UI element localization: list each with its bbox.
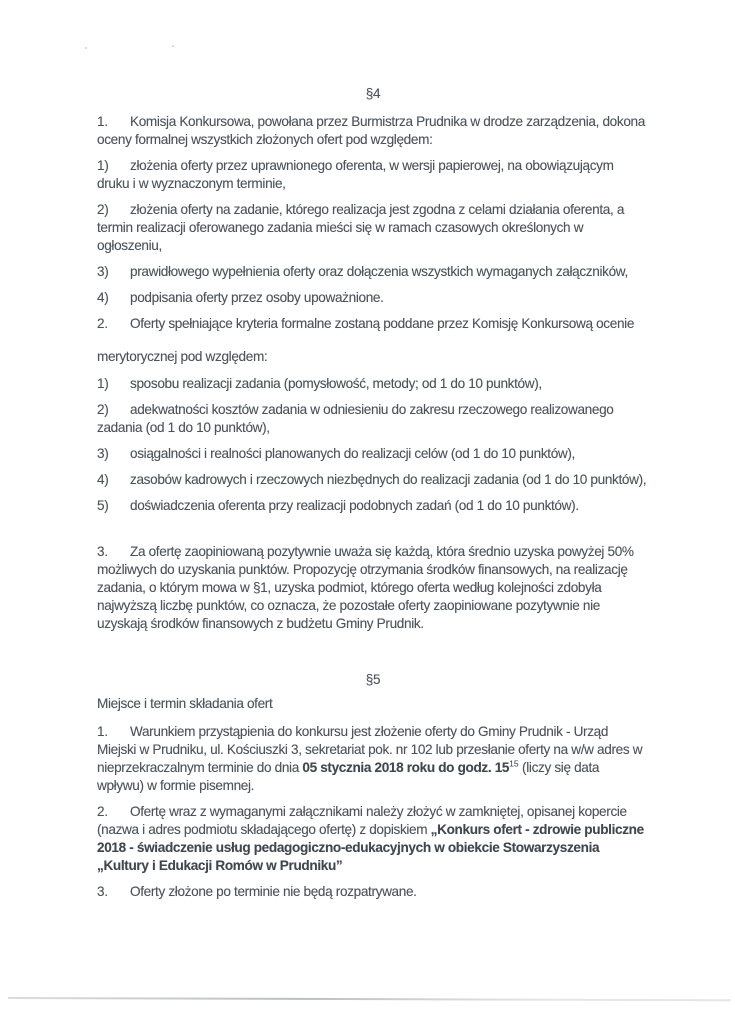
paragraph-number: 3.	[97, 884, 108, 899]
list-item-number: 5)	[97, 498, 109, 513]
paragraph-number: 1.	[97, 724, 108, 739]
list-item-number: 4)	[97, 290, 109, 305]
paragraph-number: 2.	[97, 804, 108, 819]
section-5-heading: §5	[365, 672, 381, 687]
list-item-text: złożenia oferty na zadanie, którego realizacja jest zgodna z celami działania oferenta, a termin realizacji oferowanego zadania mieści się w ramach czasowych określonych w ogłoszeniu,	[97, 202, 625, 253]
list-item-number: 2)	[97, 402, 109, 417]
list-item-s4-criteria-formal-2	[97, 201, 649, 255]
paragraph-s5-2	[97, 803, 649, 875]
document-content	[97, 85, 649, 909]
paragraph-text: Za ofertę zaopiniowaną pozytywnie uważa się każdą, która średnio uzyska powyżej 50% możliwych do uzyskania punktów. Propozycję otrzymania środków finansowych, na realizację zadania, o którym mowa w §1, uzyska podmiot, którego oferta według kolejności zdobyła najwyższą liczbę punktów, co oznacza, że pozostałe oferty zaopiniowane pozytywnie nie uzyskają środków finansowych z budżetu Gminy Prudnik.	[97, 544, 634, 631]
paragraph-text: (liczy się data wpływu) w formie pisemnej.	[97, 760, 600, 793]
paragraph-text-line1: Oferty spełniające kryteria formalne zostaną poddane przez Komisję Konkursową ocenie	[130, 316, 635, 331]
list-item-number: 1)	[97, 158, 109, 173]
list-item-number: 4)	[97, 472, 109, 487]
list-item-number: 3)	[97, 264, 109, 279]
scan-artifact-line	[8, 997, 731, 1001]
paragraph-s4-1	[97, 113, 649, 149]
list-item-text: adekwatności kosztów zadania w odniesieniu do zakresu rzeczowego realizowanego zadania (od 1 do 10 punktów),	[97, 402, 614, 435]
list-item-text: doświadczenia oferenta przy realizacji podobnych zadań (od 1 do 10 punktów).	[130, 498, 579, 513]
paragraph-text: Oferty złożone po terminie nie będą rozpatrywane.	[130, 884, 417, 899]
list-item-s4-criteria-formal-4	[97, 289, 649, 307]
list-item-s4-criteria-merit-1	[97, 375, 649, 393]
list-item-text: prawidłowego wypełnienia oferty oraz dołączenia wszystkich wymaganych załączników,	[130, 264, 628, 279]
list-item-text: złożenia oferty przez uprawnionego oferenta, w wersji papierowej, na obowiązującym druku i w wyznaczonym terminie,	[97, 158, 614, 191]
paragraph-s5-3	[97, 883, 649, 901]
list-item-s4-criteria-formal-3	[97, 263, 649, 281]
list-item-number: 2)	[97, 202, 109, 217]
paragraph-text: Ofertę wraz z wymaganymi załącznikami należy złożyć w zamkniętej, opisanej kopercie (nazwa i adres podmiotu składającego ofertę) z dopiskiem	[97, 804, 627, 837]
paragraph-text: Komisja Konkursowa, powołana przez Burmistrza Prudnika w drodze zarządzenia, dokona oceny formalnej wszystkich złożonych ofert pod względem:	[97, 114, 645, 147]
paragraph-number: 2.	[97, 316, 108, 331]
scan-speck	[85, 47, 87, 49]
list-item-text: podpisania oferty przez osoby upoważnione.	[130, 290, 384, 305]
deadline-bold-text: 05 stycznia 2018 roku do godz. 15	[302, 760, 510, 775]
list-item-s4-criteria-merit-4	[97, 471, 649, 489]
list-item-number: 1)	[97, 376, 109, 391]
competition-title-bold-text: „Konkurs ofert - zdrowie publiczne 2018 - świadczenie usług pedagogiczno-edukacyjnych w obiekcie Stowarzyszenia „Kultury i Edukacji Romów w Prudniku”	[97, 822, 644, 873]
paragraph-number: 3.	[97, 544, 108, 559]
section-4-heading: §4	[365, 86, 381, 101]
scan-speck	[172, 45, 174, 47]
list-item-text: osiągalności i realności planowanych do realizacji celów (od 1 do 10 punktów),	[130, 446, 575, 461]
list-item-s4-criteria-formal-1	[97, 157, 649, 193]
paragraph-s5-1	[97, 723, 649, 795]
paragraph-text-line2: merytorycznej pod względem:	[97, 349, 268, 364]
list-item-text: zasobów kadrowych i rzeczowych niezbędnych do realizacji zadania (od 1 do 10 punktów),	[130, 472, 647, 487]
list-item-s4-criteria-merit-3	[97, 445, 649, 463]
list-item-text: sposobu realizacji zadania (pomysłowość, metody; od 1 do 10 punktów),	[130, 376, 542, 391]
paragraph-s4-3	[97, 543, 649, 633]
list-item-s4-criteria-merit-2	[97, 401, 649, 437]
paragraph-text: Warunkiem przystąpienia do konkursu jest złożenie oferty do Gminy Prudnik - Urząd Miejski w Prudniku, ul. Kościuszki 3, sekretariat pok. nr 102 lub przesłanie oferty na w/w adres w nieprzekraczalnym terminie do dnia	[97, 724, 643, 775]
paragraph-number: 1.	[97, 114, 108, 129]
section-5-subtitle: Miejsce i termin składania ofert	[97, 696, 273, 711]
list-item-s4-criteria-merit-5	[97, 497, 649, 515]
deadline-hour-superscript: 15	[509, 758, 519, 769]
paragraph-s4-2	[97, 315, 649, 366]
list-item-number: 3)	[97, 446, 109, 461]
